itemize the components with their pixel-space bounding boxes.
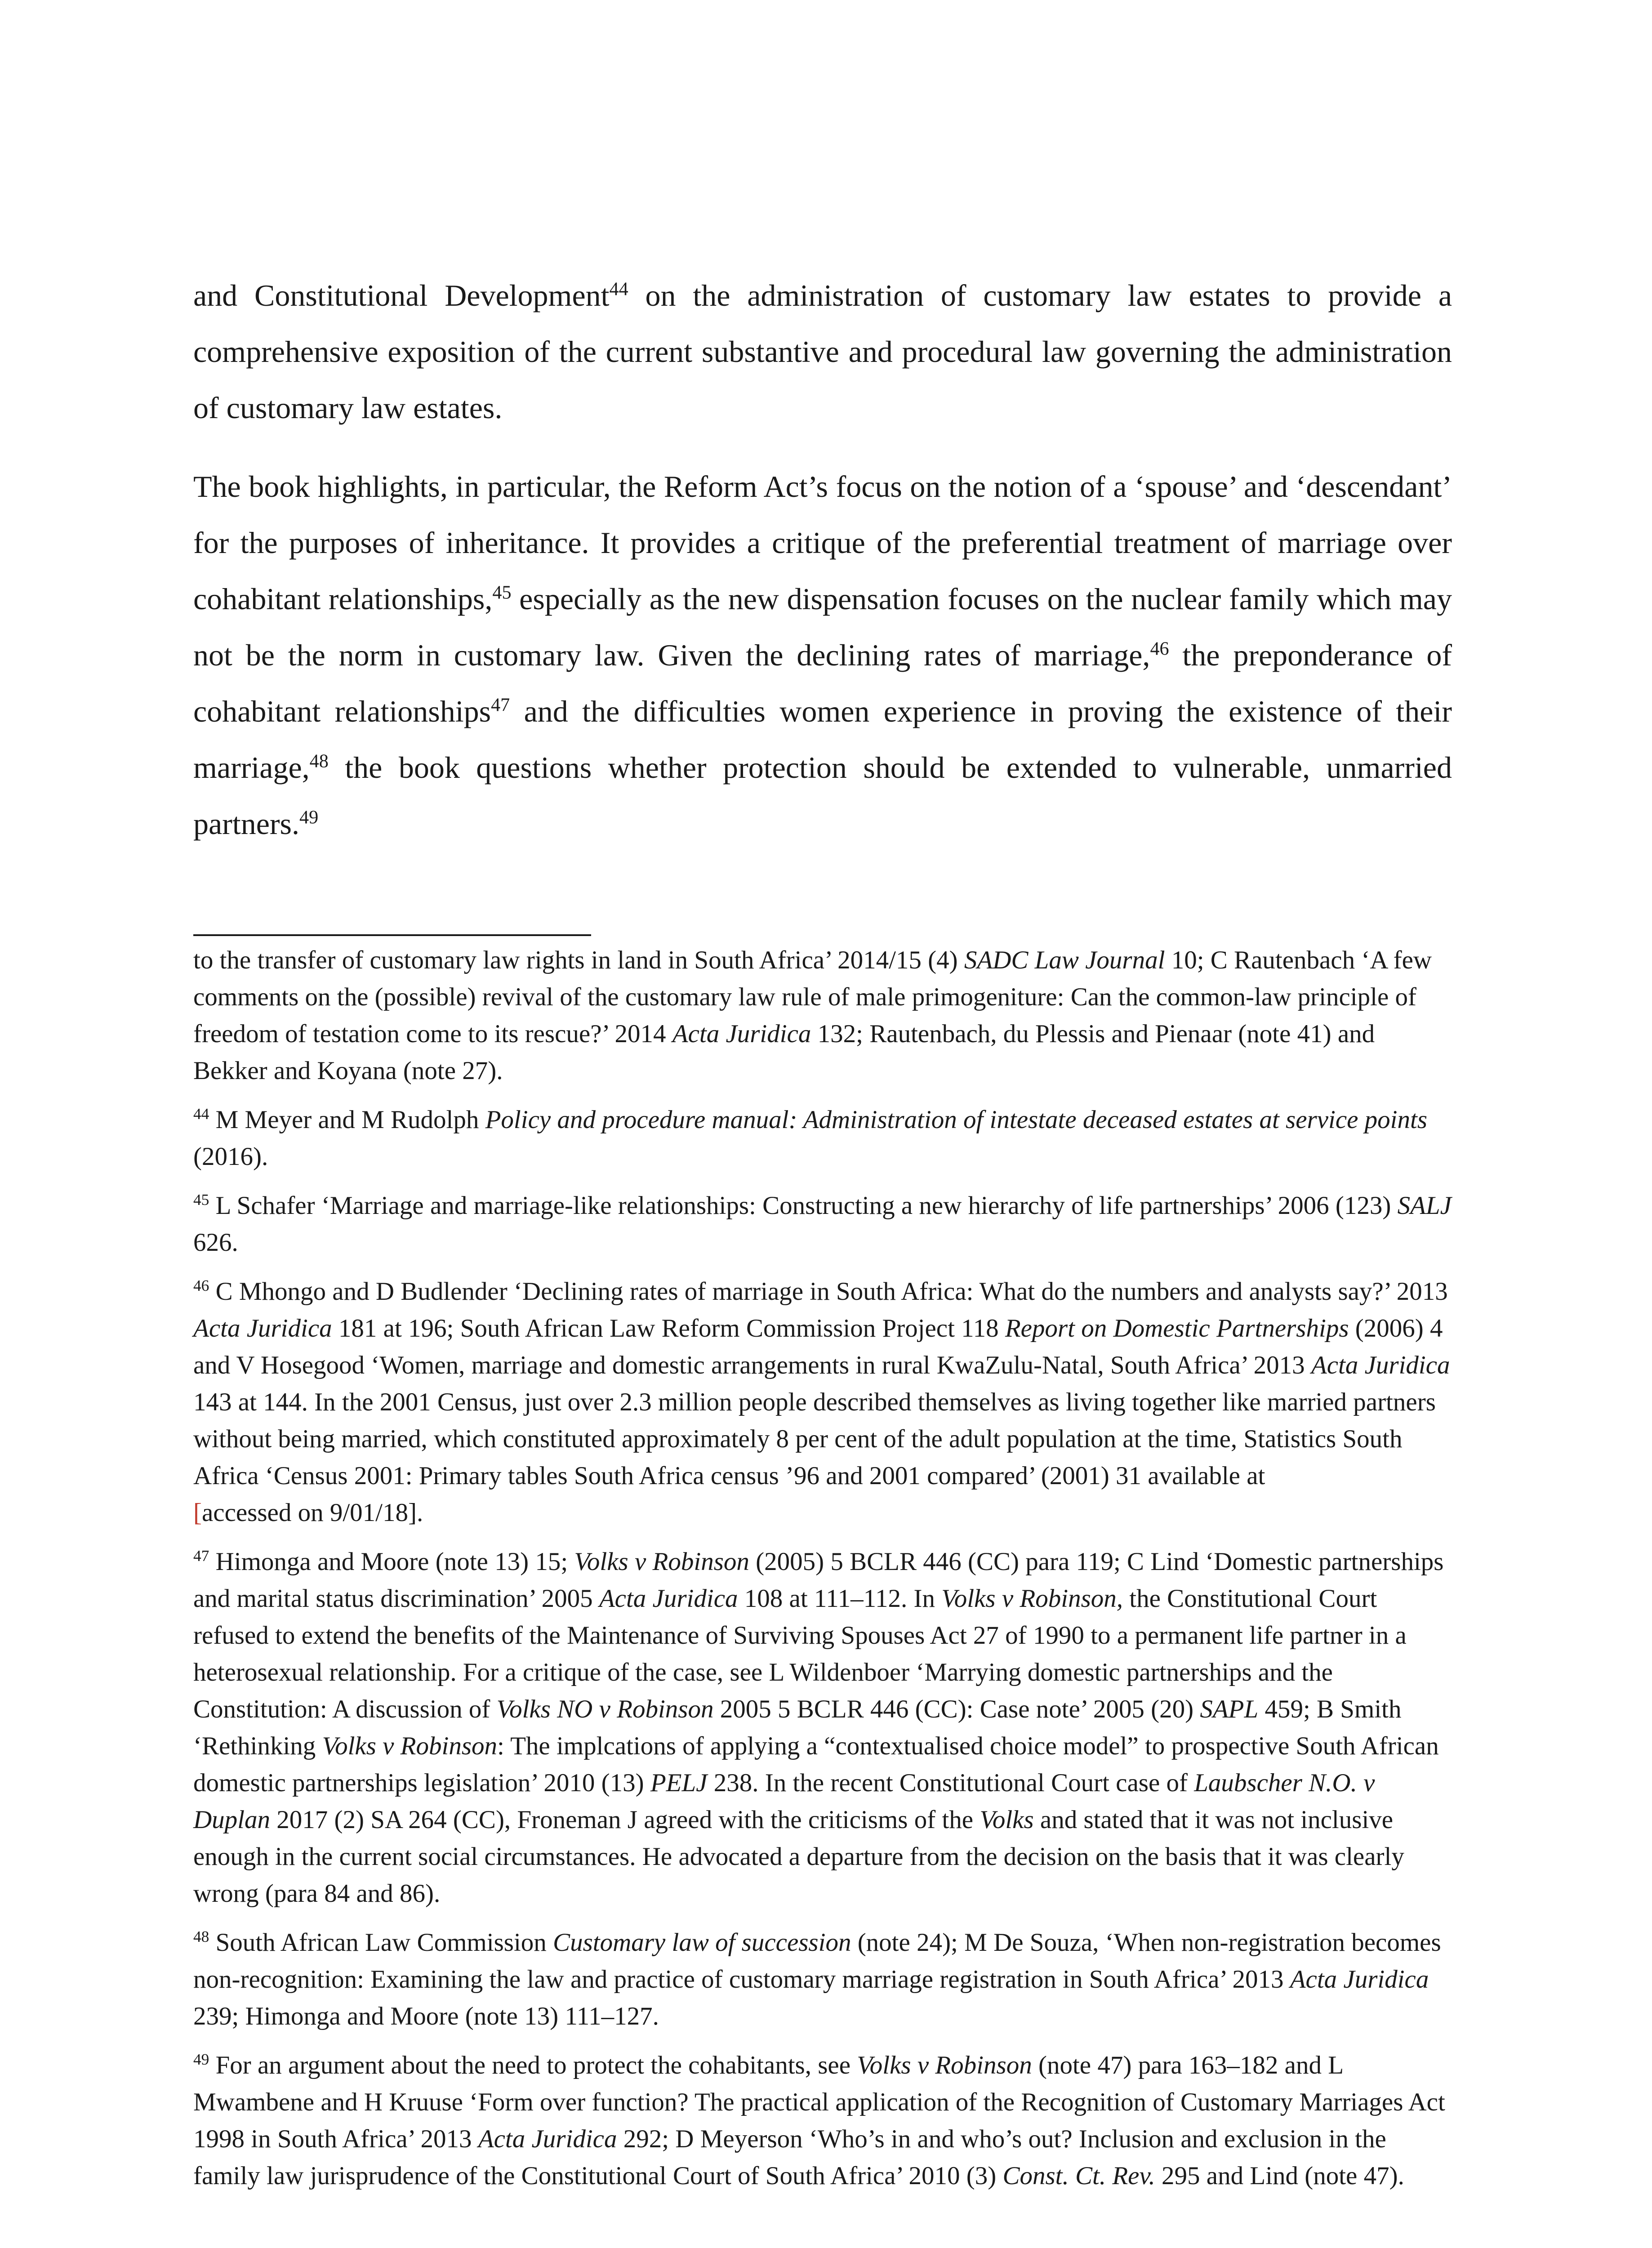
footnote-49: $^{49}$ For an argument about the need to protect the cohabitants, see Volks v Robinson (note 47) para 163–182 and L Mwambene and H Kruuse ‘Form over function? The practical application of the Recognition of Customary Marriages Act 1998 in South Africa’ 2013 Acta Juridica 292; D Meyerson ‘Who’s in and who’s out? Inclusion and exclusion in the family law jurisprudence of the Constitutional Court of South Africa’ 2010 (3) Const. Ct. Rev. 295 and Lind (note 47).: [193, 2051, 1445, 2190]
footnote-ref-44: 44: [609, 278, 628, 300]
footnote-46: $^{46}$ C Mhongo and D Budlender ‘Declining rates of marriage in South Africa: What do the numbers and analysts say?’ 2013 Acta Juridica 181 at 196; South African Law Reform Commission Project 118 Report on Domestic Partnerships (2006) 4 and V Hosegood ‘Women, marriage and domestic arrangements in rural KwaZulu-Natal, South Africa’ 2013 Acta Juridica 143 at 144. In the 2001 Census, just over 2.3 million people described themselves as living together like married partners without being married, which constituted approximately 8 per cent of the adult population at the time, Statistics South Africa ‘Census 2001: Primary tables South Africa census ’96 and 2001 compared’ (2001) 31 available at [accessed on 9/01/18].: [193, 1277, 1450, 1527]
footnote-47: $^{47}$ Himonga and Moore (note 13) 15; Volks v Robinson (2005) 5 BCLR 446 (CC) para 119; C Lind ‘Domestic partnerships and marital status discrimination’ 2005 Acta Juridica 108 at 111–112. In Volks v Robinson, the Constitutional Court refused to extend the benefits of the Maintenance of Surviving Spouses Act 27 of 1990 to a permanent life partner in a heterosexual relationship. For a critique of the case, see L Wildenboer ‘Marrying domestic partnerships and the Constitution: A discussion of Volks NO v Robinson 2005 5 BCLR 446 (CC): Case note’ 2005 (20) SAPL 459; B Smith ‘Rethinking Volks v Robinson: The implcations of applying a “contextualised choice model” to prospective South African domestic partnerships legislation’ 2010 (13) PELJ 238. In the recent Constitutional Court case of Laubscher N.O. v Duplan 2017 (2) SA 264 (CC), Froneman J agreed with the criticisms of the Volks and stated that it was not inclusive enough in the current social circumstances. He advocated a departure from the decision on the basis that it was clearly wrong (para 84 and 86).: [193, 1547, 1444, 1908]
footnote-ref-46: 46: [1150, 638, 1169, 660]
paragraph-continuation: and Constitutional Development$^{44}$ on the administration of customary law estates to provide a comprehensive exposition of the current substantive and procedural law governing the administration of customary law estates.: [193, 278, 1452, 425]
footnote-ref-48: 48: [309, 750, 329, 772]
footnote-ref-45: 45: [492, 582, 512, 603]
paragraph-book-highlights: The book highlights, in particular, the Reform Act’s focus on the notion of a ‘spouse’ and ‘descendant’ for the purposes of inheritance. It provides a critique of the preferential treatment of marriage over cohabitant relationships,$^{45}$ especially as the new dispensation focuses on the nuclear family which may not be the norm in customary law. Given the declining rates of marriage,$^{46}$ the preponderance of cohabitant relationships$^{47}$ and the difficulties women experience in proving the existence of their marriage,$^{48}$ the book questions whether protection should be extended to vulnerable, unmarried partners.$^{49}$: [193, 469, 1452, 841]
footnotes: [193, 942, 1452, 2207]
footnote-separator: [193, 934, 591, 936]
footnote-ref-47: 47: [491, 694, 510, 716]
footnote-45: $^{45}$ L Schafer ‘Marriage and marriage-like relationships: Constructing a new hierarchy of life partnerships’ 2006 (123) SALJ 626.: [193, 1191, 1452, 1257]
footnote-48: $^{48}$ South African Law Commission Customary law of succession (note 24); M De Souza, ‘When non-registration becomes non-recognition: Examining the law and practice of customary marriage registration in South Africa’ 2013 Acta Juridica 239; Himonga and Moore (note 13) 111–127.: [193, 1928, 1441, 2030]
edit-mark: [: [193, 1499, 202, 1527]
footnote-44: $^{44}$ M Meyer and M Rudolph Policy and procedure manual: Administration of intestate deceased estates at service points (2016).: [193, 1105, 1428, 1171]
main-text: [193, 268, 1452, 852]
footnote-ref-49: 49: [299, 807, 319, 828]
footnote-continuation: to the transfer of customary law rights in land in South Africa’ 2014/15 (4) SADC Law Journal 10; C Rautenbach ‘A few comments on the (possible) revival of the customary law rule of male primogeniture: Can the common-law principle of freedom of testation come to its rescue?’ 2014 Acta Juridica 132; Rautenbach, du Plessis and Pienaar (note 41) and Bekker and Koyana (note 27).: [193, 946, 1432, 1085]
